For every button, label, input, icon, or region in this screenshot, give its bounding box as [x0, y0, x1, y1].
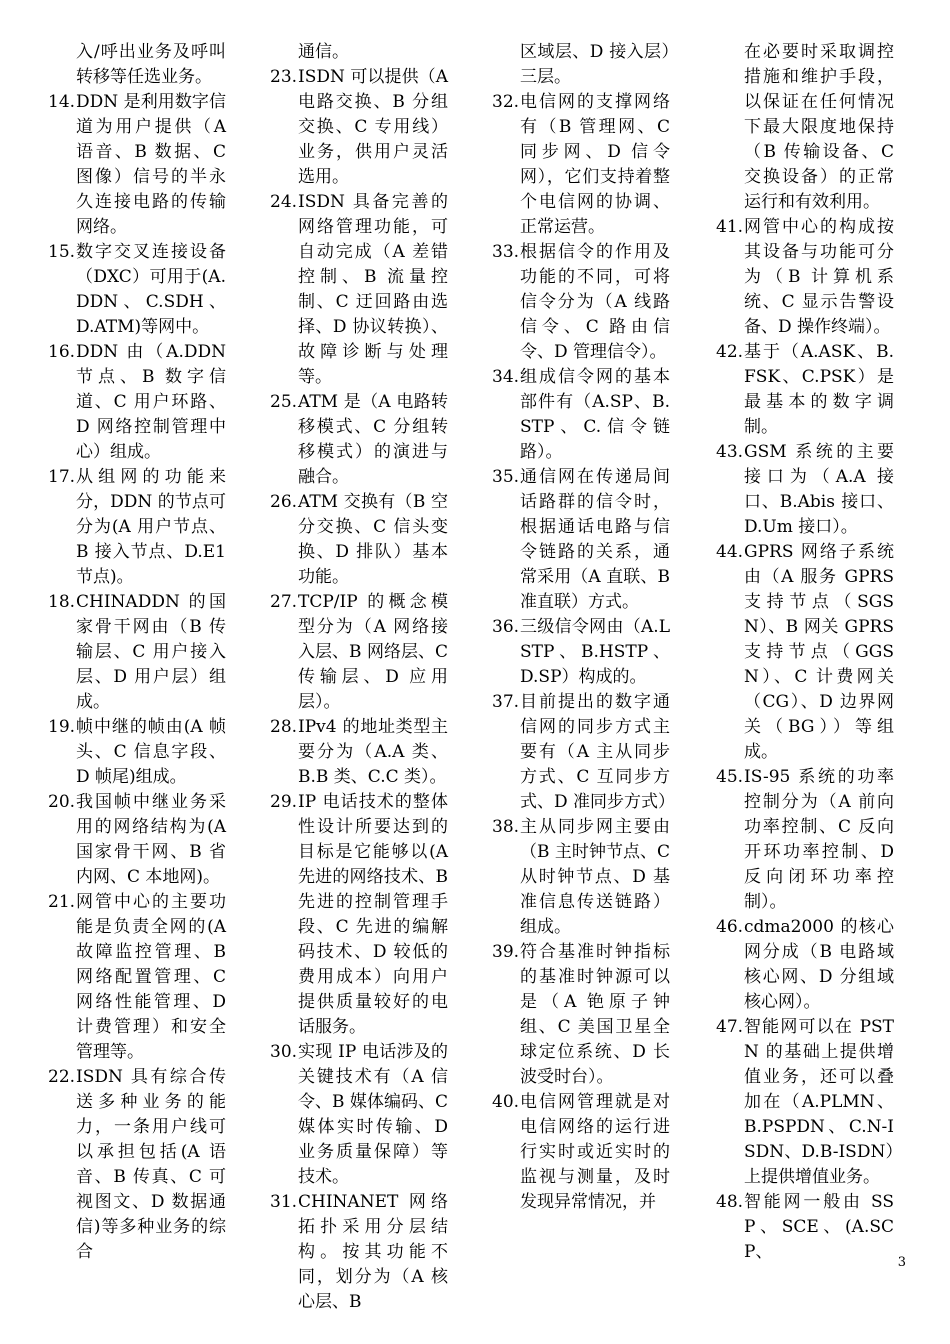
question-number: 18. [48, 592, 76, 612]
question-text: 网管中心的主要功能是负责全网的(A 故障监控管理、B 网络配置管理、C 网络性能管理、D 计费管理）和安全管理等。 [76, 892, 232, 1062]
question-item [492, 240, 670, 365]
question-item [270, 1040, 454, 1190]
question-number: 43. [716, 442, 744, 462]
question-number: 47. [716, 1017, 744, 1037]
question-number: 26. [270, 492, 298, 512]
question-text: 实现 IP 电话涉及的关键技术有（A 信令、B 媒体编码、C 媒体实时传输、D 业务质量保障）等技术。 [298, 1042, 454, 1187]
question-number: 32. [492, 92, 520, 112]
question-item [270, 590, 454, 715]
question-text: 通信网在传递局间话路群的信令时，根据通话电路与信令链路的关系，通常采用（A 直联、B 准直联）方式。 [520, 467, 676, 612]
question-item [270, 65, 454, 190]
column-3 [492, 40, 676, 1215]
question-text: ATM 是（A 电路转移模式、C 分组转移模式）的演进与融合。 [298, 392, 448, 487]
question-item [270, 1190, 448, 1315]
question-text: IP 电话技术的整体性设计所要达到的目标是它能够以(A 先进的网络技术、B 先进的控制管理手段、C 先进的编解码技术、D 较低的费用成本）向用户提供质量较好的电话服务。 [298, 792, 454, 1037]
question-number: 48. [716, 1192, 744, 1212]
question-text: CHINANET 网络拓扑采用分层结构。按其功能不同，划分为（A 核心层、B [298, 1192, 448, 1312]
question-text: 符合基准时钟指标的基准时钟源可以是（A 铯原子钟组、C 美国卫星全球定位系统、D 长波受时台）。 [520, 942, 670, 1087]
question-item [492, 940, 670, 1090]
question-number: 28. [270, 717, 298, 737]
question-number: 34. [492, 367, 520, 387]
question-item [716, 340, 894, 440]
question-number: 21. [48, 892, 76, 912]
question-number: 29. [270, 792, 298, 812]
question-number: 15. [48, 242, 76, 262]
question-item [716, 765, 900, 915]
question-number: 19. [48, 717, 76, 737]
question-text: GPRS 网络子系统由（A 服务 GPRS 支持节点（SGSN）、B 网关 GPRS 支持节点（GGSN）、C 计费网关（CG）、D 边界网关（BG））等组成。 [744, 542, 900, 762]
question-item [270, 790, 454, 1040]
question-number: 16. [48, 342, 76, 362]
question-item [48, 790, 232, 890]
question-text: ATM 交换有（B 空分交换、C 信头变换、D 排队）基本功能。 [298, 492, 448, 587]
column-1 [48, 40, 232, 1265]
question-text: 电信网管理就是对电信网络的运行进行实时或近实时的监视与测量，及时发现异常情况，并 [520, 1092, 670, 1212]
question-item [48, 1065, 226, 1265]
question-item [270, 190, 448, 390]
question-text: 组成信令网的基本部件有（A.SP、B.STP、C.信令链路）。 [520, 367, 670, 462]
question-number: 31. [270, 1192, 298, 1212]
question-number: 40. [492, 1092, 520, 1112]
question-text: IS-95 系统的功率控制分为（A 前向功率控制、C 反向开环功率控制、D 反向闭环功率控制）。 [744, 767, 900, 912]
question-item [48, 465, 232, 590]
question-item [716, 215, 894, 340]
question-number: 46. [716, 917, 744, 937]
question-number: 36. [492, 617, 520, 637]
question-text: TCP/IP 的概念模型分为（A 网络接入层、B 网络层、C 传输层、D 应用层）。 [298, 592, 454, 712]
question-number: 37. [492, 692, 520, 712]
question-item [270, 490, 448, 590]
question-item [716, 1190, 894, 1265]
question-text: 基于（A.ASK、B.FSK、C.PSK）是最基本的数字调制。 [744, 342, 894, 437]
question-text: 智能网一般由 SSP、SCE、(A.SCP、 [744, 1192, 894, 1262]
question-text: DDN 由（A.DDN 节点、B 数字信道、C 用户环路、D 网络控制管理中心）组成。 [76, 342, 232, 462]
question-item [48, 590, 226, 715]
question-item [270, 715, 448, 790]
question-number: 17. [48, 467, 76, 487]
question-number: 44. [716, 542, 744, 562]
question-number: 23. [270, 67, 298, 87]
question-text: IPv4 的地址类型主要分为（A.A 类、B.B 类、C.C 类）。 [298, 717, 448, 787]
question-item [716, 915, 894, 1015]
question-number: 25. [270, 392, 298, 412]
question-item [716, 1015, 894, 1190]
question-text: 帧中继的帧由(A 帧头、C 信息字段、D 帧尾)组成。 [76, 717, 226, 787]
question-number: 14. [48, 92, 76, 112]
question-text: GSM 系统的主要接口为（A.A 接口、B.Abis 接口、D.Um 接口）。 [744, 442, 894, 537]
question-text: ISDN 具备完善的网络管理功能，可自动完成（A 差错控制、B 流量控制、C 迂回路由选择、D 协议转换）、故障诊断与处理等。 [298, 192, 448, 387]
question-text: 网管中心的构成按其设备与功能可分为（B 计算机系统、C 显示告警设备、D 操作终端）。 [744, 217, 894, 337]
question-text: ISDN 具有综合传送多种业务的能力，一条用户线可以承担包括(A 语音、B 传真、C 可视图文、D 数据通信)等多种业务的综合 [76, 1067, 226, 1262]
question-number: 35. [492, 467, 520, 487]
question-item [48, 715, 226, 790]
column-4 [716, 40, 900, 1265]
question-number: 30. [270, 1042, 298, 1062]
question-item [492, 690, 676, 815]
question-text: CHINADDN 的国家骨干网由（B 传输层、C 用户接入层、D 用户层）组成。 [76, 592, 226, 712]
question-text: 三级信令网由（A.LSTP、B.HSTP、D.SP）构成的。 [520, 617, 670, 687]
question-item [270, 390, 448, 490]
continuation-text: 在必要时采取调控措施和维护手段，以保证在任何情况下最大限度地保持（B 传输设备、C 交换设备）的正常运行和有效利用。 [744, 42, 900, 212]
question-text: 智能网可以在 PSTN 的基础上提供增值业务，还可以叠加在（A.PLMN、B.PSPDN、C.N-ISDN、D.B-ISDN）上提供增值业务。 [744, 1017, 894, 1187]
continuation-text: 区域层、D 接入层）三层。 [520, 42, 670, 87]
question-number: 38. [492, 817, 520, 837]
continuation-text: 通信。 [298, 42, 349, 62]
question-text: 我国帧中继业务采用的网络结构为(A 国家骨干网、B 省内网、C 本地网)。 [76, 792, 232, 887]
continuation-text: 入/呼出业务及呼叫转移等任选业务。 [76, 42, 226, 87]
question-number: 22. [48, 1067, 76, 1087]
question-text: ISDN 可以提供（A 电路交换、B 分组交换、C 专用线）业务，供用户灵活选用。 [298, 67, 454, 187]
question-number: 24. [270, 192, 298, 212]
question-item [48, 240, 226, 340]
question-item [716, 540, 900, 765]
question-text: 从组网的功能来分，DDN 的节点可分为(A 用户节点、B 接入节点、D.E1 节点)。 [76, 467, 232, 587]
question-item [492, 365, 670, 465]
question-text: 电信网的支撑网络有（B 管理网、C 同步网、D 信令网），它们支持着整个电信网的协调、正常运营。 [520, 92, 676, 237]
question-number: 45. [716, 767, 744, 787]
question-text: 数字交叉连接设备（DXC）可用于(A.DDN、C.SDH、D.ATM)等网中。 [76, 242, 226, 337]
question-number: 27. [270, 592, 298, 612]
question-text: 根据信令的作用及功能的不同，可将信令分为（A 线路信令、C 路由信令、D 管理信令）。 [520, 242, 670, 362]
question-item [492, 815, 676, 940]
question-text: DDN 是利用数字信道为用户提供（A 语音、B 数据、C 图像）信号的半永久连接电路的传输网络。 [76, 92, 232, 237]
question-text: 目前提出的数字通信网的同步方式主要有（A 主从同步方式、C 互同步方式、D 准同步方式） [520, 692, 676, 812]
column-2 [270, 40, 454, 1315]
question-item [48, 890, 232, 1065]
question-item [492, 615, 670, 690]
question-number: 42. [716, 342, 744, 362]
question-item [492, 465, 676, 615]
question-item [48, 90, 232, 240]
page-number: 3 [897, 1255, 906, 1270]
question-number: 20. [48, 792, 76, 812]
question-text: cdma2000 的核心网分成（B 电路域核心网、D 分组域核心网）。 [744, 917, 894, 1012]
question-item [48, 340, 232, 465]
question-item [492, 1090, 670, 1215]
question-item [492, 90, 676, 240]
question-text: 主从同步网主要由（B 主时钟节点、C 从时钟节点、D 基准信息传送链路）组成。 [520, 817, 676, 937]
question-number: 33. [492, 242, 520, 262]
question-number: 41. [716, 217, 744, 237]
question-number: 39. [492, 942, 520, 962]
question-item [716, 440, 894, 540]
